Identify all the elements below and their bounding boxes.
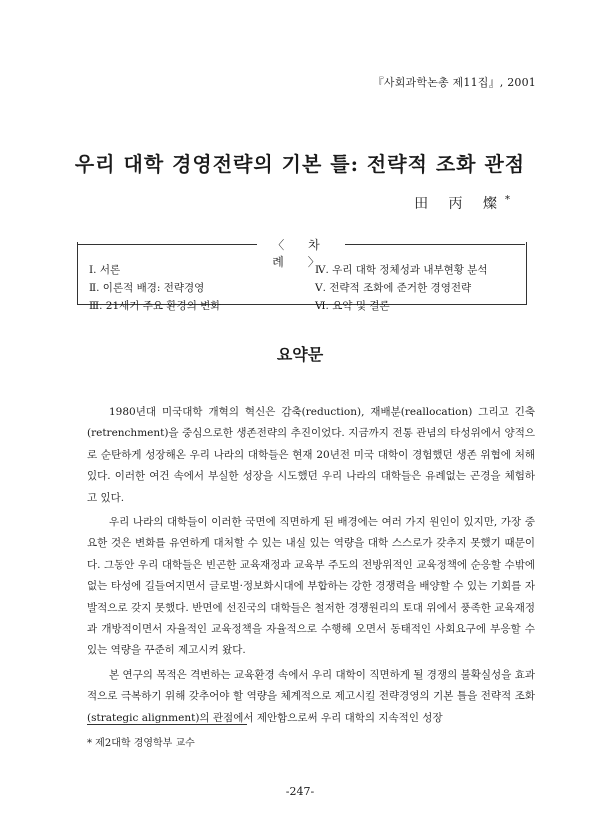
journal-reference: 『사회과학논총 제11집』, 2001 <box>372 76 536 89</box>
toc-list <box>89 262 519 313</box>
footnote-rule <box>87 724 247 725</box>
toc-label: 〈 차 례 〉 <box>272 238 330 269</box>
abstract-paragraph: 우리 나라의 대학들이 이러한 국면에 직면하게 된 배경에는 여러 가지 원인이 있지만, 가장 중요한 것은 변화를 유연하게 대처할 수 있는 내실 있는 역량을 대학 스스로가 갖추지 못했기 때문이다. 그동안 우리 대학들은 빈곤한 교육재정과 교육부 주도의 전방위적인 교육정책에 순응할 수밖에 없는 타성에 길들여지면서 글로벌·정보화시대에 부합하는 강한 경쟁력을 배양할 수 있는 기회를 자발적으로 갖지 못했다. 반면에 선진국의 대학들은 철저한 경쟁원리의 토대 위에서 풍족한 교육재정과 개방적이면서 자율적인 교육정책을 자율적으로 수행해 오면서 동태적인 사회요구에 부응할 수 있는 역량을 꾸준히 제고시켜 왔다. <box>87 516 535 657</box>
toc-item: Ⅳ. 우리 대학 정체성과 내부현황 분석 <box>315 264 488 276</box>
toc-item: Ⅲ. 21세기 주요 환경의 변화 <box>89 300 221 312</box>
toc-item: Ⅰ. 서론 <box>89 264 121 276</box>
toc-item: Ⅴ. 전략적 조화에 준거한 경영전략 <box>315 282 472 294</box>
abstract-title: 요약문 <box>276 345 324 364</box>
author-footnote-mark: * <box>505 194 510 206</box>
abstract-paragraph: 1980년대 미국대학 개혁의 혁신은 감축(reduction), 재배분(reallocation) 그리고 긴축(retrenchment)을 중심으로한 생존전략의 추진이었다. 지금까지 전통 관념의 타성위에서 양적으로 순탄하게 성장해온 우리 나라의 대학들은 현재 20년전 미국 대학이 경험했던 생존 위협에 처해 있다. 이러한 여건 속에서 부실한 성장을 시도했던 우리 나라의 대학들은 유례없는 곤경을 체험하고 있다. <box>87 406 535 504</box>
abstract-body <box>87 402 535 732</box>
page-number: -247- <box>285 785 315 798</box>
toc-top-line-left <box>77 244 257 245</box>
footnote: * 제2대학 경영학부 교수 <box>87 738 195 749</box>
toc-item: Ⅱ. 이론적 배경: 전략경영 <box>89 282 205 294</box>
toc-item: Ⅵ. 요약 및 결론 <box>315 300 390 312</box>
toc-label-text: 차 례 <box>272 238 330 269</box>
author-text: 田 丙 燦 <box>414 196 505 212</box>
author-name <box>414 193 510 213</box>
abstract-paragraph: 본 연구의 목적은 격변하는 교육환경 속에서 우리 대학이 직면하게 될 경쟁의 불확실성을 효과적으로 극복하기 위해 갖추어야 할 역량을 체계적으로 제고시킬 전략경영의 기본 틀을 전략적 조화(strategic alignment)의 관점에서 제안함으로써 우리 대학의 지속적인 성장 <box>87 668 535 724</box>
paper-title: 우리 대학 경영전략의 기본 틀: 전략적 조화 관점 <box>74 152 526 176</box>
toc-top-line-right <box>345 244 525 245</box>
